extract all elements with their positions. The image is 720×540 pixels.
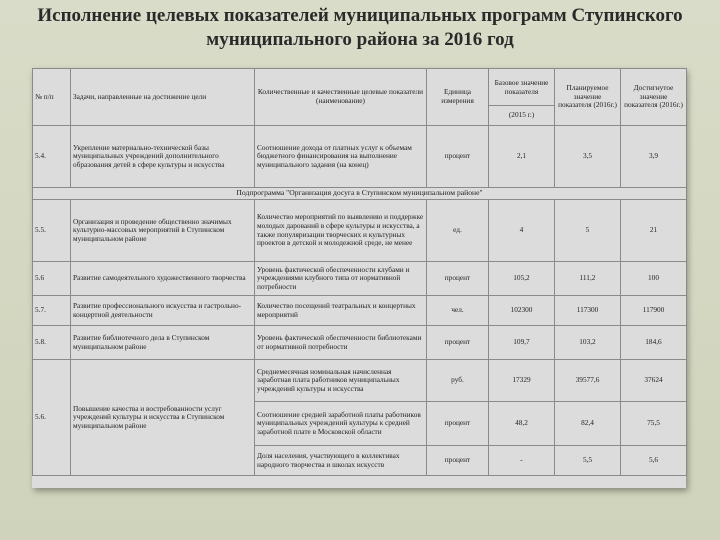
table-row [33, 126, 687, 188]
header-num: № п/п [33, 69, 71, 126]
subprogram-row [33, 188, 687, 200]
cell-task: Развитие профессионального искусства и гастрольно-концертной деятельности [71, 296, 255, 326]
cell-base: 109,7 [489, 326, 555, 360]
cell-base: 2,1 [489, 126, 555, 188]
cell-base: - [489, 446, 555, 476]
cell-unit: процент [427, 402, 489, 446]
cell-achieved: 117900 [621, 296, 687, 326]
indicators-table-wrapper [32, 68, 686, 488]
cell-unit: процент [427, 446, 489, 476]
cell-planned: 117300 [555, 296, 621, 326]
cell-num: 5.6. [33, 360, 71, 476]
cell-achieved: 5,6 [621, 446, 687, 476]
cell-task: Развитие самодеятельного художественного творчества [71, 262, 255, 296]
cell-base: 17329 [489, 360, 555, 402]
cell-planned: 111,2 [555, 262, 621, 296]
subprogram-title: Подпрограмма "Организация досуга в Ступинском муниципальном районе" [33, 188, 687, 200]
cell-planned: 5,5 [555, 446, 621, 476]
table-row [33, 262, 687, 296]
cell-planned: 82,4 [555, 402, 621, 446]
cell-unit: чел. [427, 296, 489, 326]
header-indicator: Количественные и качественные целевые показатели (наименование) [255, 69, 427, 126]
cell-achieved: 3,9 [621, 126, 687, 188]
cell-achieved: 184,6 [621, 326, 687, 360]
cell-unit: процент [427, 262, 489, 296]
cell-indicator: Соотношение средней заработной платы работников муниципальных учреждений культуры к средней заработной плате в Московской области [255, 402, 427, 446]
cell-indicator: Соотношение дохода от платных услуг к объемам бюджетного финансирования на выполнение муниципального задания (на конец) [255, 126, 427, 188]
cell-indicator: Доля населения, участвующего в коллективах народного творчества и школах искусств [255, 446, 427, 476]
cell-num: 5.5. [33, 200, 71, 262]
cell-num: 5.7. [33, 296, 71, 326]
cell-unit: ед. [427, 200, 489, 262]
cell-task: Организация и проведение общественно значимых культурно-массовых мероприятий в Ступинском муниципальном районе [71, 200, 255, 262]
header-unit: Единица измерения [427, 69, 489, 126]
title-line-1: Исполнение целевых показателей муниципальных программ Ступинского [37, 5, 683, 26]
header-task: Задачи, направленные на достижение цели [71, 69, 255, 126]
header-achieved: Достигнутое значение показателя (2016г.) [621, 69, 687, 126]
title-line-2: муниципального района за 2016 год [206, 29, 514, 50]
header-base [489, 69, 555, 126]
cell-num: 5.4. [33, 126, 71, 188]
header-base-year: (2015 г.) [489, 105, 554, 124]
cell-unit: процент [427, 126, 489, 188]
cell-task: Повышение качества и востребованности услуг учреждений культуры и искусства в Ступинском муниципальном районе [71, 360, 255, 476]
table-row [33, 296, 687, 326]
header-planned: Планируемое значение показателя (2016г.) [555, 69, 621, 126]
page-title [0, 4, 720, 52]
table-row [33, 326, 687, 360]
indicators-table [32, 68, 687, 476]
cell-planned: 103,2 [555, 326, 621, 360]
cell-num: 5.6 [33, 262, 71, 296]
cell-indicator: Количество посещений театральных и концертных мероприятий [255, 296, 427, 326]
cell-base: 48,2 [489, 402, 555, 446]
cell-achieved: 37624 [621, 360, 687, 402]
table-header-row [33, 69, 687, 126]
cell-indicator: Уровень фактической обеспеченности библиотеками от нормативной потребности [255, 326, 427, 360]
cell-task: Укрепление материально-технической базы муниципальных учреждений дополнительного образования детей в сфере культуры и искусства [71, 126, 255, 188]
table-row [33, 360, 687, 402]
cell-base: 105,2 [489, 262, 555, 296]
cell-achieved: 75,5 [621, 402, 687, 446]
cell-base: 4 [489, 200, 555, 262]
cell-achieved: 100 [621, 262, 687, 296]
cell-planned: 3,5 [555, 126, 621, 188]
cell-base: 102300 [489, 296, 555, 326]
cell-task: Развитие библиотечного дела в Ступинском муниципальном районе [71, 326, 255, 360]
header-base-label: Базовое значение показателя [494, 77, 549, 96]
cell-unit: процент [427, 326, 489, 360]
cell-indicator: Уровень фактической обеспеченности клубами и учреждениями клубного типа от нормативной потребности [255, 262, 427, 296]
cell-num: 5.8. [33, 326, 71, 360]
table-row [33, 200, 687, 262]
cell-indicator: Количество мероприятий по выявлению и поддержке молодых дарований в сфере культуры и искусства, а также популяризации творческих и культурных проектов в детской и молодежной среде, не менее [255, 200, 427, 262]
cell-achieved: 21 [621, 200, 687, 262]
cell-indicator: Среднемесячная номинальная начисленная заработная плата работников муниципальных учреждений культуры и искусства [255, 360, 427, 402]
cell-unit: руб. [427, 360, 489, 402]
cell-planned: 39577,6 [555, 360, 621, 402]
cell-planned: 5 [555, 200, 621, 262]
